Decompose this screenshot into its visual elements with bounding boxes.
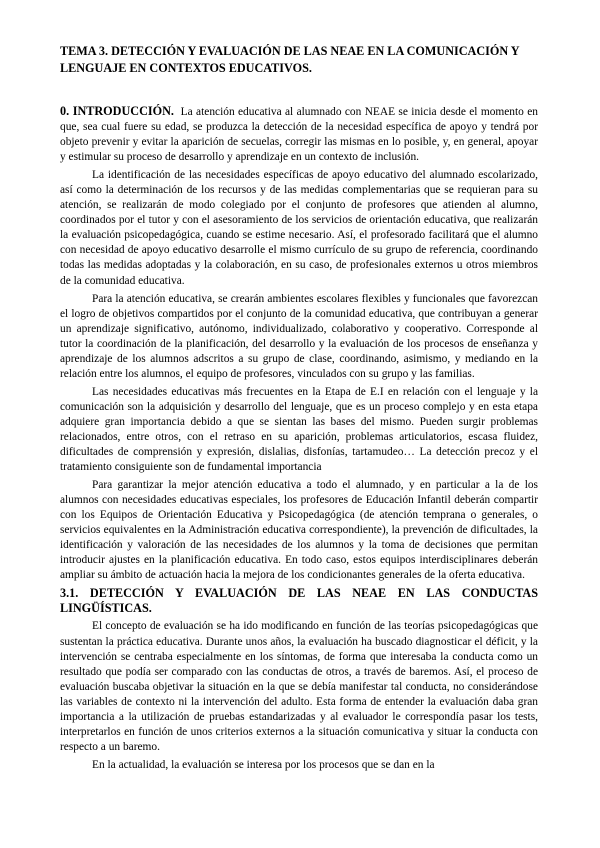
document-title: TEMA 3. DETECCIÓN Y EVALUACIÓN DE LAS NEAE EN LA COMUNICACIÓN Y LENGUAJE EN CONTEXTOS EDUCATIVOS. — [60, 44, 520, 75]
body-paragraph: Para la atención educativa, se crearán ambientes escolares flexibles y funcionales que favorezcan el logro de objetivos compartidos por el conjunto de la comunidad educativa, que contribuyan a generar un aprendizaje significativo, autónomo, individualizado, colaborativo y cooperativo. Corresponde al tutor la coordinación de la planificación, del desarrollo y la evaluación de los procesos de enseñanza y aprendizaje de los alumnos adscritos a su grupo de clase, coordinando, asimismo, y mediando en la relación entre los alumnos, el equipo de profesores, vinculados con su grupo y las familias. — [60, 292, 538, 380]
body-paragraph: Para garantizar la mejor atención educativa a todo el alumnado, y en particular a la de los alumnos con necesidades educativas especiales, los profesores de Educación Infantil deberán compartir con los Equipos de Orientación Educativa y Psicopedagógica (de atención temprana o generales, o servicios equivalentes en la Administración educativa correspondiente), la prevención de dificultades, la identificación y valoración de las necesidades de los alumnos y la toma de decisiones que permitan introducir ajustes en la planificación educativa. En todo caso, estos equipos interdisciplinares deberán ampliar su ámbito de actuación hacia la mejora de los condicionantes generales de la oferta educativa. — [60, 479, 538, 582]
intro-paragraph — [60, 104, 538, 165]
body-paragraph: La identificación de las necesidades específicas de apoyo educativo del alumnado escolarizado, así como la determinación de los recursos y de las medidas complementarias que se requieran para su atención, se realizarán de modo colegiado por el conjunto de profesores que atienden al alumno, coordinados por el tutor y con el asesoramiento de los servicios de orientación educativa, que realizarán la evaluación psicopedagógica, cuando se estime necesario. Así, el profesorado facilitará que el alumno con necesidad de apoyo educativo desarrolle el mismo currículo de su grupo de referencia, coordinando todas las medidas adoptadas y la colaboración, en su caso, de profesionales externos u otros miembros de la comunidad educativa. — [60, 169, 538, 287]
body-paragraph: Las necesidades educativas más frecuentes en la Etapa de E.I en relación con el lenguaje y la comunicación son la adquisición y desarrollo del lenguaje, que es un proceso complejo y en esta etapa adquiere gran importancia debido a que se sientan las bases del mismo. Pueden surgir problemas relacionados, entre otros, con el retraso en su aparición, problemas articulatorios, escasa fluidez, dificultades de comprensión y expresión, dislalias, disfonías, tartamudeo… La detección precoz y el tratamiento consiguiente son de fundamental importancia — [60, 385, 538, 474]
section-paragraph: El concepto de evaluación se ha ido modificando en función de las teorías psicopedagógicas que sustentan la práctica educativa. Durante unos años, la evaluación ha buscado diagnosticar el déficit, y la intervención se centraba especialmente en los síntomas, de forma que interesaba la conducta como un resultado que podía ser comparado con las conductas de otros, a través de baremos. Así, el proceso de evaluación buscaba objetivar la situación en la que se debía manifestar tal conducta, no considerándose las variables de contexto ni la intervención del adulto. Esta forma de entender la evaluación daba gran importancia a la utilización de pruebas estandarizadas y al evaluador le correspondía pasar los tests, interpretarlos en función de unos criterios externos a la situación comunicativa y situar la conducta con respecto a un baremo. — [60, 620, 538, 753]
intro-text: La atención educativa al alumnado con NEAE se inicia desde el momento en que, sea cual fuere su edad, se produzca la detección de la necesidad específica de apoyo y tendrá por objeto prevenir y evitar la aparición de secuelas, corregir las mismas en lo posible, y, en general, apoyar y estimular su proceso de desarrollo y aprendizaje en un contexto de inclusión. — [60, 106, 538, 164]
document-body — [60, 104, 538, 776]
intro-heading: 0. INTRODUCCIÓN. — [60, 104, 174, 118]
section-heading: 3.1. DETECCIÓN Y EVALUACIÓN DE LAS NEAE EN LAS CONDUCTAS LINGÜÍSTICAS. — [60, 586, 538, 616]
section-paragraph: En la actualidad, la evaluación se interesa por los procesos que se dan en la — [92, 758, 435, 771]
